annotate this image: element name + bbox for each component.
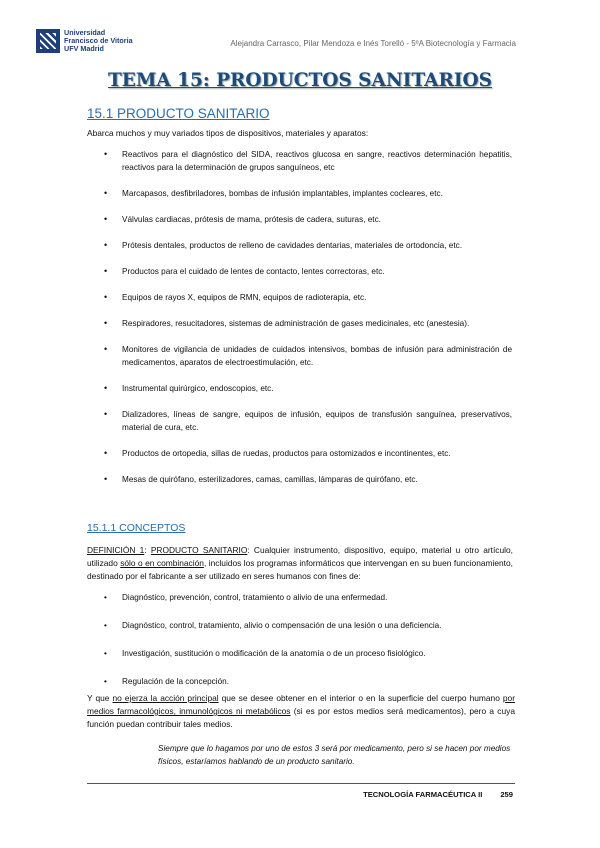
list-item: • Productos de ortopedia, sillas de ruedas, productos para ostomizados e incontinentes, etc. (104, 447, 512, 460)
list-item: • Instrumental quirúrgico, endoscopios, etc. (104, 382, 512, 395)
list-item: • Monitores de vigilancia de unidades de cuidados intensivos, bombas de infusión para administración de medicamentos, aparatos de electroestimulación, etc. (104, 343, 512, 369)
definition-paragraph (87, 544, 513, 583)
list-item: • Prótesis dentales, productos de relleno de cavidades dentarias, materiales de ortodoncia, etc. (104, 239, 512, 252)
list-item: • Diagnóstico, control, tratamiento, alivio o compensación de una lesión o una deficiencia. (104, 619, 504, 632)
list-item: • Válvulas cardiacas, prótesis de mama, prótesis de cadera, suturas, etc. (104, 213, 512, 226)
ufv-emblem-icon (36, 29, 60, 53)
list-item: • Equipos de rayos X, equipos de RMN, equipos de radioterapia, etc. (104, 291, 512, 304)
definition-term: PRODUCTO SANITARIO (150, 545, 248, 555)
logo-line-2: Francisco de Vitoria (64, 36, 133, 45)
logo-line-1: Universidad (64, 28, 106, 37)
page-number: 259 (500, 790, 513, 799)
condition-emphasis: por medios farmacológicos, inmunológicos ni metabólicos (87, 693, 515, 716)
definition-text: : Cualquier instrumento, dispositivo, equipo, material u otro artículo, utilizado (87, 545, 513, 568)
list-item: • Dializadores, líneas de sangre, equipos de infusión, equipos de transfusión sanguínea, preservativos, material de cura, etc. (104, 408, 512, 434)
logo-line-3: UFV Madrid (64, 44, 104, 53)
subsection-heading: 15.1.1 CONCEPTOS (87, 522, 186, 534)
list-item: • Regulación de la concepción. (104, 675, 504, 688)
condition-text: Y que (87, 693, 113, 703)
definition-label: DEFINICIÓN 1 (87, 545, 145, 555)
list-item: • Reactivos para el diagnóstico del SIDA, reactivos glucosa en sangre, reactivos determinación hepatitis, reactivos para la determinación de grupos sanguíneos, etc (104, 148, 512, 174)
list-item: • Diagnóstico, prevención, control, tratamiento o alivio de una enfermedad. (104, 591, 504, 604)
section-heading: 15.1 PRODUCTO SANITARIO (87, 106, 270, 121)
university-logo (36, 29, 133, 53)
logo-text (64, 29, 133, 53)
list-item: • Productos para el cuidado de lentes de contacto, lentes correctoras, etc. (104, 265, 512, 278)
header-authors: Alejandra Carrasco, Pilar Mendoza e Inés Torelló - 5ºA Biotecnología y Farmacia (230, 39, 516, 48)
condition-text: que se desee obtener en el interior o en la superficie del cuerpo humano (218, 693, 503, 703)
footer-divider (87, 783, 515, 784)
page-title: TEMA 15: PRODUCTOS SANITARIOS (107, 70, 493, 91)
list-item: • Respiradores, resucitadores, sistemas de administración de gases medicinales, etc (anestesia). (104, 317, 512, 330)
footer (363, 790, 513, 799)
list-item: • Marcapasos, desfibriladores, bombas de infusión implantables, implantes cocleares, etc. (104, 187, 512, 200)
definition-colon: : (144, 545, 151, 555)
footer-subject: TECNOLOGÍA FARMACÉUTICA II (363, 790, 483, 799)
condition-paragraph (87, 692, 515, 731)
list-item: • Investigación, sustitución o modificación de la anatomía o de un proceso fisiológico. (104, 647, 504, 660)
section-intro: Abarca muchos y muy variados tipos de dispositivos, materiales y aparatos: (87, 128, 369, 138)
condition-emphasis: no ejerza la acción principal (112, 693, 219, 703)
condition-text: (si es por estos medios será medicamentos), pero a cuya función puedan contribuir tales medios. (87, 706, 515, 729)
purposes-list (104, 591, 504, 703)
list-item: • Mesas de quirófano, esterilizadores, camas, camillas, lámparas de quirófano, etc. (104, 473, 512, 486)
device-list (104, 148, 512, 499)
italic-note: Siempre que lo hagamos por uno de estos 3 será por medicamento, pero si se hacen por medios físicos, estaríamos hablando de un producto sanitario. (158, 744, 511, 766)
definition-emphasis: sólo o en combinación (120, 558, 204, 568)
definition-text: , incluidos los programas informáticos que intervengan en su buen funcionamiento, destinado por el fabricante a ser utilizado en seres humanos con fines de: (87, 558, 513, 581)
